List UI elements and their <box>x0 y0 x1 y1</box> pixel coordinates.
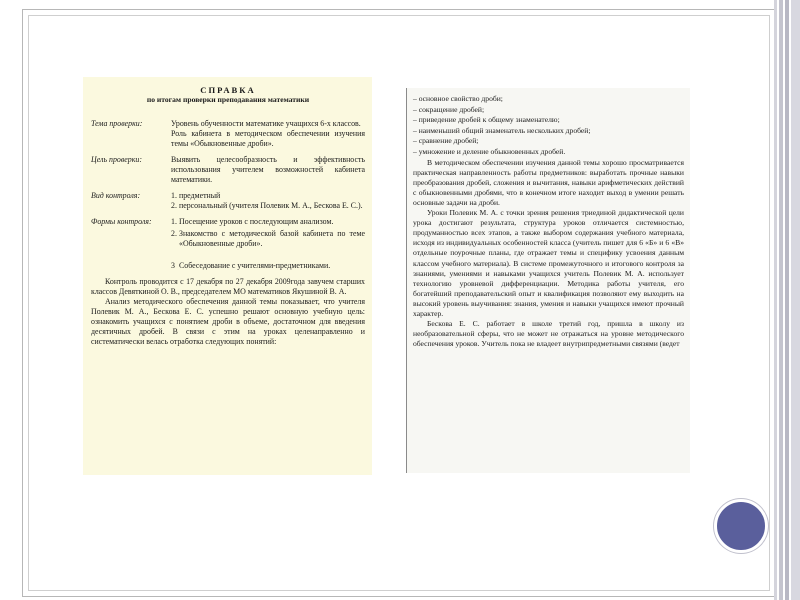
decor-stripe <box>774 0 777 600</box>
left-document-page <box>83 77 372 475</box>
bullet-item: – наименьший общий знаменатель нескольких дробей; <box>413 125 591 135</box>
topic-line: Роль кабинета в методическом обеспечении изучения темы «Обыкновенные дроби». <box>171 129 365 148</box>
item-text: Посещение уроков с последующим анализом. <box>179 217 334 226</box>
paragraph: Анализ методического обеспечения данной темы показывает, что учителя Полевик М. А., Бескова Е. С. успешно решают основную учебную цель: ознакомить учащихся с понятием дроби в объеме, достаточном для введения десятичных дробей. В связи с этим на уроках целенаправленно и систематически велась отработка следующих понятий: <box>91 297 365 346</box>
list-item <box>171 229 365 249</box>
decor-stripe <box>791 0 800 600</box>
item-number: 2. <box>171 229 177 238</box>
control-forms-label: Формы контроля: <box>91 217 152 226</box>
document-title: СПРАВКА <box>200 85 256 95</box>
goal-label: Цель проверки: <box>91 155 142 164</box>
list-item <box>171 201 365 211</box>
decor-stripe <box>785 0 789 600</box>
paragraph: Уроки Полевик М. А. с точки зрения решения триединой дидактической цели урока достигают результата, структура уроков отличается системностью, продуманностью всех этапов, а также выбором содержания учебного материала, исходя из индивидуальных особенностей класса (учитель пишет для 6 «Б» и 6 «В» отдельные поурочные планы, где отражает темы и специфику усвоения данным классом учебного материала). В системе промежуточного и итогового контроля за знаниями, умениями и навыками учащихся учитель Полевик М. А. использует технологию уровневой дифференциации. Методика работы учителя, его богатейший преподавательский опыт и квалификация позволяют ему выходить на высокий уровень выучивания: знания, умения и навыки учащихся имеют прочный характер. <box>413 208 684 318</box>
right-document-page <box>406 88 690 473</box>
control-type-label: Вид контроля: <box>91 191 141 200</box>
bullet-item: – сравнение дробей; <box>413 136 479 146</box>
list-item <box>171 261 365 271</box>
control-type-list <box>171 191 365 211</box>
control-type-row <box>91 191 365 211</box>
bullet-item: – умножение и деление обыкновенных дробей. <box>413 146 566 156</box>
paragraph: В методическом обеспечении изучения данной темы хорошо просматривается практическая направленность работы предметников: выработать прочные навыки преобразования дробей, сложения и вычитания, навыки арифметических действий с обыкновенными дробями, что в конечном итоге находит выход в умении решать основные задачи на дроби. <box>413 157 684 207</box>
list-item <box>171 191 365 201</box>
goal-row <box>91 155 365 185</box>
topic-value <box>171 119 365 149</box>
item-text: предметный <box>179 191 221 200</box>
bullet-item: – сокращение дробей; <box>413 104 485 114</box>
decor-stripe <box>779 0 783 600</box>
topic-line: Уровень обученности математике учащихся 6-х классов. <box>171 119 361 128</box>
control-forms-list <box>171 217 365 271</box>
document-subtitle: по итогам проверки преподавания математики <box>146 95 310 104</box>
paragraph: Бескова Е. С. работает в школе третий год, пришла в школу из необразовательной сферы, что не может не отражаться на уровне методического обеспечения уроков. Учитель пока не владеет внутрипредметными связями (ведет <box>413 319 684 349</box>
list-item <box>171 217 365 227</box>
topic-row <box>91 119 365 149</box>
item-number: 1. <box>171 191 177 200</box>
item-number: 1. <box>171 217 177 226</box>
bullet-item: – основное свойство дроби; <box>413 94 503 103</box>
control-forms-row <box>91 217 365 271</box>
goal-value: Выявить целесообразность и эффективность использования учителем возможностей кабинета математики. <box>171 155 365 184</box>
topic-label: Тема проверки: <box>91 119 143 128</box>
item-text: Собеседование с учителями-предметниками. <box>179 261 331 270</box>
item-text: персональный (учителя Полевик М. А., Бескова Е. С.). <box>179 201 363 210</box>
accent-circle <box>714 499 768 553</box>
item-number: 3 <box>171 261 175 270</box>
item-number: 2. <box>171 201 177 210</box>
paragraph: Контроль проводится с 17 декабря по 27 декабря 2009года завучем старших классов Девяткиной О. В., председателем МО математиков Якушиной В. А. <box>91 277 365 296</box>
bullet-item: – приведение дробей к общему знаменателю; <box>413 115 560 125</box>
item-text: Знакомство с методической базой кабинета по теме «Обыкновенные дроби». <box>179 229 365 248</box>
